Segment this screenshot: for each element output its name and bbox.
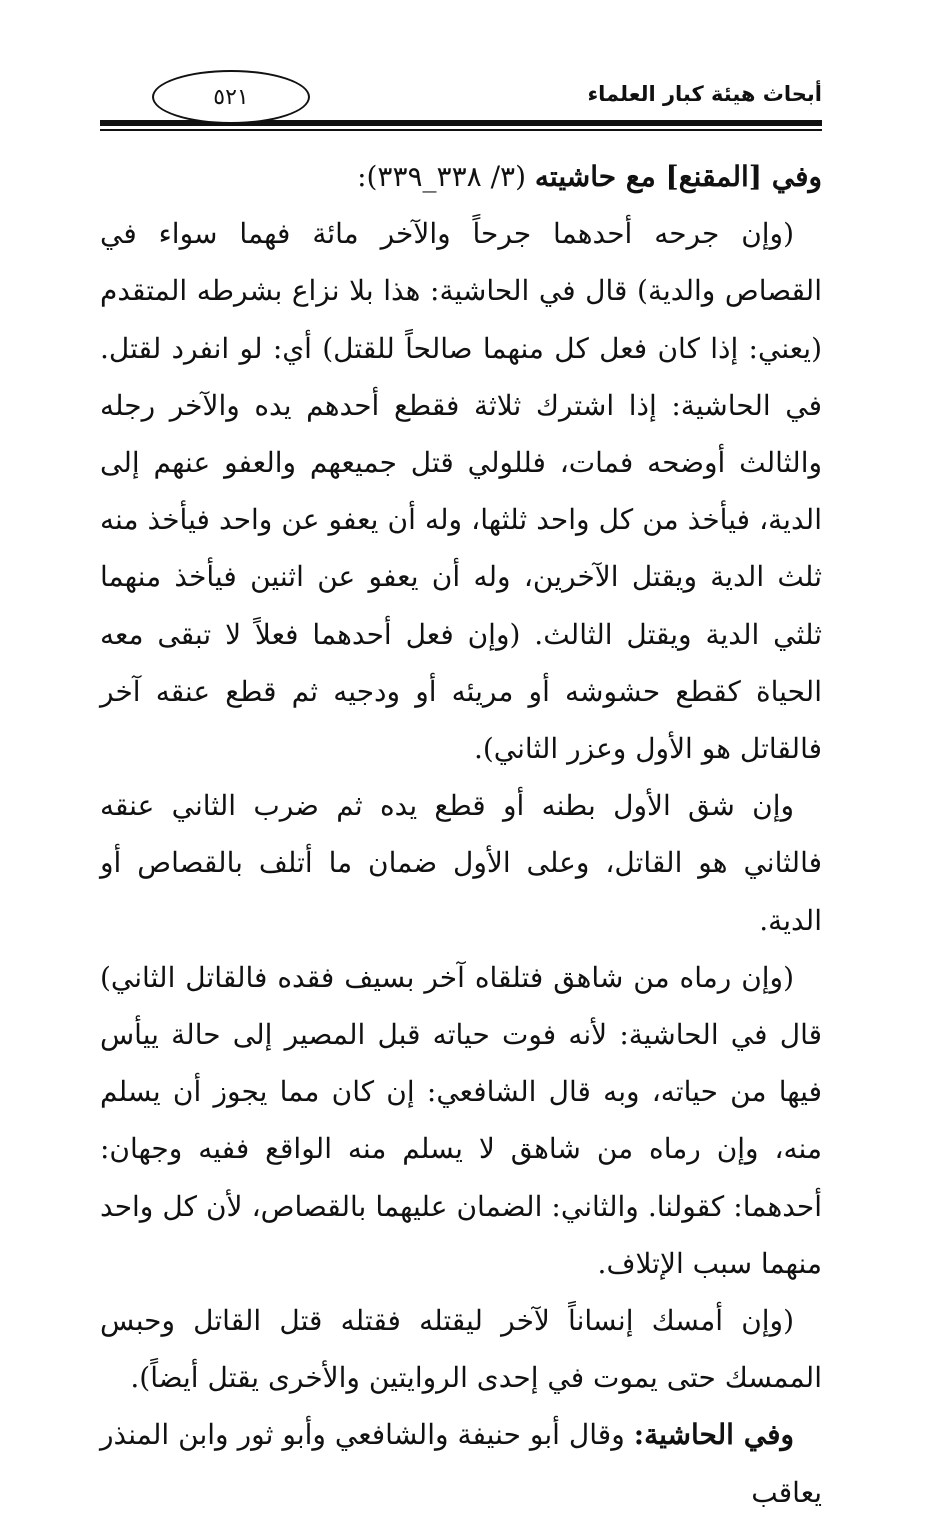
paragraph: (وإن رماه من شاهق فتلقاه آخر بسيف فقده فالقاتل الثاني) قال في الحاشية: لأنه فوت حياته قبل المصير إلى حالة ييأس فيها من حياته، وبه قال الشافعي: إن كان مما يجوز أن يسلم منه، وإن رماه من شاهق لا يسلم منه الواقع ففيه وجهان: أحدهما: كقولنا. والثاني: الضمان عليهما بالقصاص، لأن كل واحد منهما سبب الإتلاف.: [100, 960, 822, 1280]
paragraph: (وإن جرحه أحدهما جرحاً والآخر مائة فهما سواء في القصاص والدية) قال في الحاشية: هذا بلا نزاع بشرطه المتقدم (يعني: إذا كان فعل كل منهما صالحاً للقتل) أي: لو انفرد لقتل. في الحاشية: إذا اشترك ثلاثة فقطع أحدهم يده والآخر رجله والثالث أوضحه فمات، فللولي قتل جميعهم والعفو عنهم إلى الدية، فيأخذ من كل واحد ثلثها، وله أن يعفو عن واحد فيأخذ منه ثلث الدية ويقتل الآخرين، وله أن يعفو عن اثنين فيأخذ منهما ثلثي الدية ويقتل الثالث. (وإن فعل أحدهما فعلاً لا تبقى معه الحياة كقطع حشوشه أو مريئه أو ودجيه ثم قطع عنقه آخر فالقاتل هو الأول وعزر الثاني).: [100, 217, 822, 766]
header-rule-thin: [100, 129, 822, 131]
running-title: أبحاث هيئة كبار العلماء: [587, 82, 822, 106]
paragraph: (وإن أمسك إنساناً لآخر ليقتله فقتله قتل القاتل وحبس الممسك حتى يموت في إحدى الروايتين والأخرى يقتل أيضاً).: [100, 1304, 822, 1395]
paragraph-text: (٣/ ٣٣٨_٣٣٩):: [357, 160, 535, 193]
page-header: [100, 62, 822, 132]
paragraph: [100, 1406, 822, 1520]
paragraph-heading: [100, 148, 822, 205]
bold-lead: وفي الحاشية:: [633, 1418, 795, 1452]
page-number: ٥٢١: [152, 70, 310, 124]
paragraph-text: وقال أبو حنيفة والشافعي وأبو ثور وابن المنذر يعاقب: [100, 1418, 822, 1509]
bold-lead: وفي [المقنع] مع حاشيته: [534, 160, 822, 193]
paragraph: وإن شق الأول بطنه أو قطع يده ثم ضرب الثاني عنقه فالثاني هو القاتل، وعلى الأول ضمان ما أتلف بالقصاص أو الدية.: [100, 789, 822, 937]
body-text: [100, 148, 822, 1521]
